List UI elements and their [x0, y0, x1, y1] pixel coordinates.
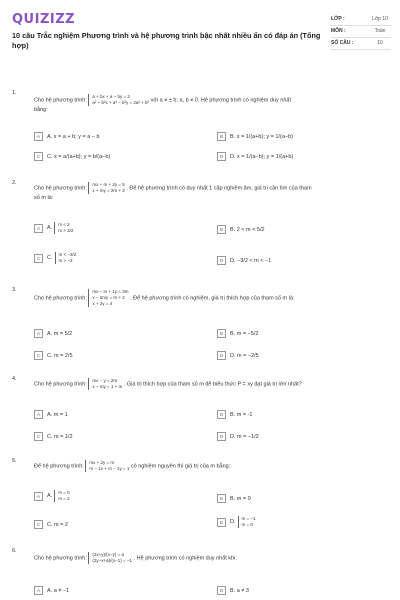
option-b[interactable]: [217, 586, 249, 595]
question-number: 5.: [12, 458, 17, 464]
question-6: [12, 548, 390, 598]
option-line-1: m < −3/2: [58, 252, 77, 257]
option-box: D: [217, 152, 226, 161]
question-text: [34, 460, 384, 472]
question-4: [12, 376, 390, 451]
option-a[interactable]: [34, 586, 69, 595]
equation-system: [88, 378, 122, 390]
option-line-1: m < 2: [58, 222, 70, 227]
option-a-text: A. x = a + b; y = a − b: [47, 133, 100, 140]
option-box: A: [34, 132, 43, 141]
mon-label: MÔN :: [331, 28, 346, 34]
option-system: [238, 516, 256, 528]
option-box: C: [34, 432, 43, 441]
option-line-1: m = −1: [241, 516, 256, 521]
option-d-text: D. m = −2/5: [230, 352, 259, 359]
option-b[interactable]: [217, 410, 252, 419]
equation-1: mx − y = 2m: [92, 378, 118, 383]
option-c-text: C. m = 1/2: [47, 433, 73, 440]
option-d[interactable]: [217, 432, 259, 441]
option-c-text: C. m = 2/5: [47, 352, 73, 359]
option-box: C: [34, 351, 43, 360]
option-system: [55, 252, 77, 264]
question-3: [12, 287, 390, 367]
question-post: . Để hệ phương trình có nghiệm, giá trị thích hợp của tham số m là:: [130, 295, 295, 302]
option-d[interactable]: D D. m = −1 m = 0: [217, 516, 256, 528]
equation-1: mx + 2y = m: [89, 460, 115, 465]
option-b-text: B. m = −5/2: [230, 330, 259, 337]
question-5: [12, 458, 390, 543]
equation-1: mx − m + 1y = 3m: [92, 289, 129, 294]
option-box: D: [217, 432, 226, 441]
option-line-2: m = 2: [58, 496, 70, 501]
option-b-text: B. 2 < m < 5/2: [230, 226, 265, 233]
question-text: [34, 289, 384, 307]
socau-value: 10: [377, 40, 383, 46]
option-system: [54, 490, 69, 502]
question-1: [12, 90, 390, 170]
option-d[interactable]: [217, 152, 293, 161]
question-post: . Để hệ phương trình có duy nhất 1 cặp nghiệm âm, giá trị cần tìm của tham: [126, 185, 312, 192]
option-b-text: B. x = 1/(a+b); y = 1/(a−b): [230, 133, 293, 140]
option-d-text: D. −3/2 < m < −1: [230, 257, 272, 264]
equation-system: [88, 94, 149, 106]
option-line-1: m = 0: [58, 490, 70, 495]
option-c[interactable]: [34, 351, 73, 360]
option-c-text: C. x = a/(a+b); y = b/(a−b): [47, 153, 111, 160]
option-d[interactable]: [217, 256, 271, 265]
question-pre: Cho hệ phương trình:: [34, 185, 87, 192]
equation-1: (2x+y)/(x−y) = a: [92, 552, 125, 557]
option-c[interactable]: C C. m < −3/2 m > −2: [34, 252, 76, 264]
option-box: C: [34, 152, 43, 161]
question-text: [34, 94, 384, 115]
question-pre: Để hệ phương trình:: [34, 463, 84, 470]
quizizz-logo: QUIZIZZ: [12, 12, 76, 27]
option-box: D: [217, 256, 226, 265]
question-pre: Cho hệ phương trình:: [34, 295, 87, 302]
equation-2: m − 1x + m − 1y = 1: [89, 466, 130, 471]
equation-2: a² + b²x + a³ − b³y = 2a² + b²: [92, 100, 150, 105]
option-a[interactable]: [34, 132, 100, 141]
option-box: B: [217, 586, 226, 595]
option-a[interactable]: [34, 329, 72, 338]
meta-row-mon: [331, 26, 391, 38]
equation-2: x − 2my = m + 2: [92, 295, 125, 300]
option-c-text: C. m = 2: [47, 521, 68, 528]
option-b[interactable]: [217, 132, 293, 141]
option-box: B: [217, 225, 226, 234]
question-text: [34, 182, 384, 203]
equation-1: mx + m + 2y = 5: [92, 182, 125, 187]
question-pre: Cho hệ phương trình:: [34, 97, 87, 104]
equation-3: x + 2y = 4: [92, 301, 113, 306]
mon-value: Toán: [374, 28, 386, 34]
option-d[interactable]: [217, 351, 259, 360]
option-a-text: A. a ≠ −1: [47, 587, 70, 594]
question-text: [34, 552, 384, 564]
meta-panel: [331, 14, 391, 50]
option-b-text: B. m = 0: [230, 495, 251, 502]
option-a[interactable]: [34, 410, 68, 419]
question-text: [34, 378, 384, 390]
option-box: A: [34, 410, 43, 419]
question-number: 2.: [12, 180, 17, 186]
option-a-text: A. m = 1: [47, 411, 68, 418]
equation-2: (2y−x+a)/(x−1) = −1: [92, 558, 133, 563]
option-b[interactable]: [217, 494, 251, 503]
option-box: B: [217, 329, 226, 338]
option-c[interactable]: [34, 520, 68, 529]
meta-row-socau: [331, 38, 391, 50]
equation-2: x + my = 2m + 3: [92, 188, 125, 193]
question-number: 6.: [12, 548, 17, 554]
option-box: A: [34, 586, 43, 595]
option-b-text: B. a ≠ 3: [230, 587, 249, 594]
question-line2: bằng:: [34, 107, 48, 113]
page-title: 10 câu Trắc nghiệm Phương trình và hệ phương trình bậc nhất nhiều ẩn có đáp án (Tổng hợp): [12, 31, 321, 50]
option-b[interactable]: [217, 329, 258, 338]
equation-system: [85, 460, 129, 472]
option-a[interactable]: A A. m = 0 m = 2: [34, 490, 70, 502]
option-box: B: [217, 132, 226, 141]
option-a[interactable]: A A. m < 2 m > 3/2: [34, 222, 73, 234]
option-c[interactable]: [34, 152, 110, 161]
option-box: B: [217, 494, 226, 503]
option-box: C: [34, 520, 43, 529]
equation-system: [88, 289, 128, 307]
option-line-2: m > −2: [58, 258, 73, 263]
question-number: 4.: [12, 376, 17, 382]
option-a-text: A. m = 5/2: [47, 330, 73, 337]
lop-label: LỚP :: [331, 16, 345, 22]
socau-label: SỐ CÂU :: [331, 40, 354, 46]
option-box: D: [217, 351, 226, 360]
equation-system: [88, 552, 132, 564]
option-box: C: [34, 254, 43, 263]
option-line-2: m = 0: [241, 522, 253, 527]
option-system: [54, 222, 73, 234]
question-pre: Cho hệ phương trình:: [34, 381, 87, 388]
meta-row-lop: [331, 14, 391, 26]
equation-2: x − my = 1 + m: [92, 384, 123, 389]
lop-value: Lớp 10: [372, 16, 388, 22]
question-number: 1.: [12, 90, 17, 96]
question-post: với a ≠ ± b; a, b ≠ 0. Hệ phương trình có nghiệm duy nhất: [150, 97, 291, 104]
equation-system: [88, 182, 124, 194]
option-c[interactable]: [34, 432, 73, 441]
question-number: 3.: [12, 287, 17, 293]
option-box: D: [217, 518, 226, 527]
option-line-2: m > 3/2: [58, 228, 74, 233]
question-post: có nghiệm nguyên thì giá trị của m bằng:: [130, 463, 231, 470]
question-2: [12, 180, 390, 280]
option-box: A: [34, 224, 43, 233]
option-box: A: [34, 492, 43, 501]
option-box: B: [217, 410, 226, 419]
question-pre: Cho hệ phương trình:: [34, 555, 87, 562]
option-b-text: B. m = -1: [230, 411, 253, 418]
question-line2: số m là:: [34, 195, 54, 201]
option-d-text: D. x = 1/(a−b); y = 1/(a+b): [230, 153, 294, 160]
question-post: . Hệ phương trình có nghiệm duy nhất khi:: [133, 555, 237, 562]
option-d-text: D. m = −1/2: [230, 433, 259, 440]
equation-1: a + bx + a − by = 2: [92, 94, 130, 99]
option-box: A: [34, 329, 43, 338]
question-post: . Giá trị thích hợp của tham số m để biểu thức P = xy đạt giá trị lớn nhất?: [123, 381, 302, 388]
option-b[interactable]: [217, 225, 265, 234]
